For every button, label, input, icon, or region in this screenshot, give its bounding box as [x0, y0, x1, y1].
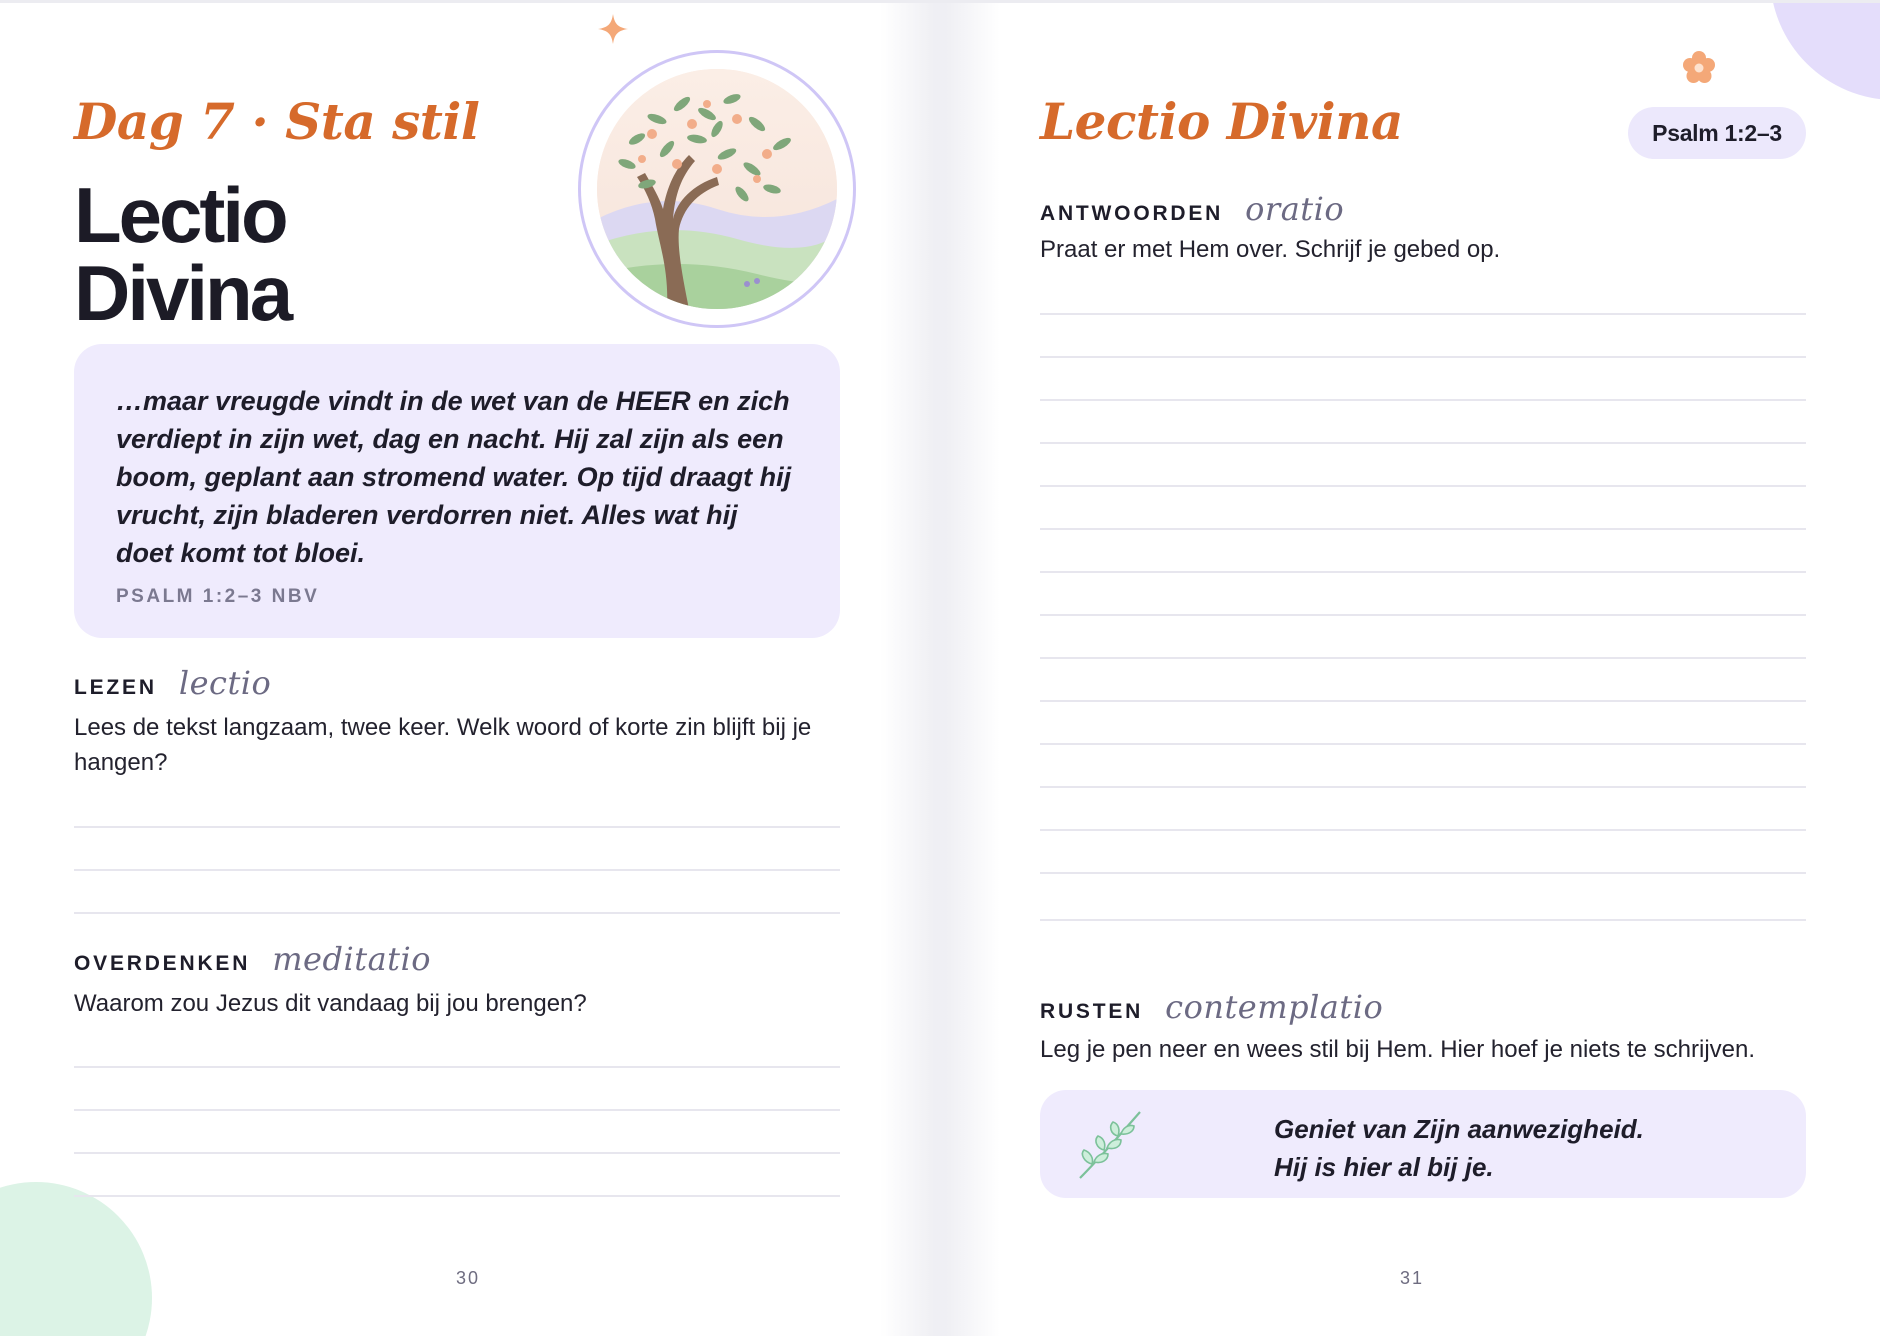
section-rusten-prompt: Leg je pen neer en wees stil bij Hem. Hier hoef je niets te schrijven.	[1040, 1036, 1756, 1063]
page-number-right: 31	[1400, 1268, 1425, 1288]
writing-line[interactable]	[1040, 356, 1806, 358]
writing-line[interactable]	[1040, 485, 1806, 487]
lavender-corner-shape	[1770, 0, 1880, 100]
section-overdenken-prompt: Waarom zou Jezus dit vandaag bij jou brengen?	[74, 990, 587, 1017]
mint-corner-shape	[0, 1182, 152, 1336]
rest-message	[1274, 1110, 1644, 1186]
section-overdenken-label: OVERDENKEN	[74, 952, 251, 975]
scripture-quote: …maar vreugde vindt in de wet van de HEER en zich verdiept in zijn wet, dag en nacht. Hij zal zijn als een boom, geplant aan stromend water. Op tijd draagt hij vrucht, zijn bladeren verdorren niet. Alles wat hij doet komt tot bloei.	[116, 386, 792, 568]
flower-icon	[1682, 50, 1716, 84]
writing-line[interactable]	[74, 1195, 840, 1197]
section-antwoorden-latin: oratio	[1245, 190, 1345, 228]
writing-line[interactable]	[1040, 313, 1806, 315]
section-antwoorden-prompt: Praat er met Hem over. Schrijf je gebed op.	[1040, 236, 1501, 263]
writing-line[interactable]	[1040, 700, 1806, 702]
scripture-quote-box	[74, 344, 840, 638]
writing-line[interactable]	[1040, 657, 1806, 659]
section-rusten-label: RUSTEN	[1040, 1000, 1144, 1023]
section-antwoorden-label: ANTWOORDEN	[1040, 202, 1224, 225]
page-title-line1: Lectio	[74, 171, 286, 259]
writing-line[interactable]	[1040, 786, 1806, 788]
writing-line[interactable]	[74, 1066, 840, 1068]
writing-line[interactable]	[74, 826, 840, 828]
section-antwoorden-heading	[1040, 190, 1344, 228]
writing-line[interactable]	[1040, 571, 1806, 573]
writing-line[interactable]	[74, 1109, 840, 1111]
writing-line[interactable]	[1040, 399, 1806, 401]
rest-message-line1: Geniet van Zijn aanwezigheid.	[1274, 1114, 1644, 1144]
writing-line[interactable]	[1040, 829, 1806, 831]
section-rusten-heading	[1040, 988, 1383, 1026]
writing-line[interactable]	[1040, 743, 1806, 745]
writing-line[interactable]	[1040, 872, 1806, 874]
tree-illustration-frame	[578, 50, 856, 328]
writing-line[interactable]	[1040, 528, 1806, 530]
passage-pill: Psalm 1:2–3	[1628, 107, 1806, 159]
rest-message-box	[1040, 1090, 1806, 1198]
writing-line[interactable]	[74, 1152, 840, 1154]
writing-line[interactable]	[1040, 442, 1806, 444]
top-edge-line	[0, 0, 1880, 3]
section-overdenken-latin: meditatio	[272, 940, 431, 978]
page-title-right: Lectio Divina	[1040, 92, 1403, 151]
page-number-left: 30	[456, 1268, 481, 1288]
section-lezen-prompt: Lees de tekst langzaam, twee keer. Welk woord of korte zin blijft bij je hangen?	[74, 714, 812, 776]
rest-message-line2: Hij is hier al bij je.	[1274, 1152, 1494, 1182]
sparkle-icon	[596, 12, 630, 46]
writing-line[interactable]	[74, 912, 840, 914]
page-title	[74, 171, 494, 337]
section-lezen-heading	[74, 664, 271, 702]
section-rusten-latin: contemplatio	[1165, 988, 1384, 1026]
section-lezen-latin: lectio	[178, 664, 272, 702]
section-overdenken-heading	[74, 940, 431, 978]
writing-line[interactable]	[1040, 919, 1806, 921]
leaf-sprig-icon	[1074, 1104, 1150, 1184]
page-title-line2: Divina	[74, 249, 291, 337]
section-lezen-label: LEZEN	[74, 676, 157, 699]
blossom-tree-illustration	[597, 69, 837, 309]
writing-line[interactable]	[1040, 614, 1806, 616]
day-title: Dag 7 · Sta stil	[74, 92, 480, 151]
scripture-reference: PSALM 1:2–3 NBV	[116, 586, 320, 607]
right-page	[940, 0, 1880, 1336]
writing-line[interactable]	[74, 869, 840, 871]
